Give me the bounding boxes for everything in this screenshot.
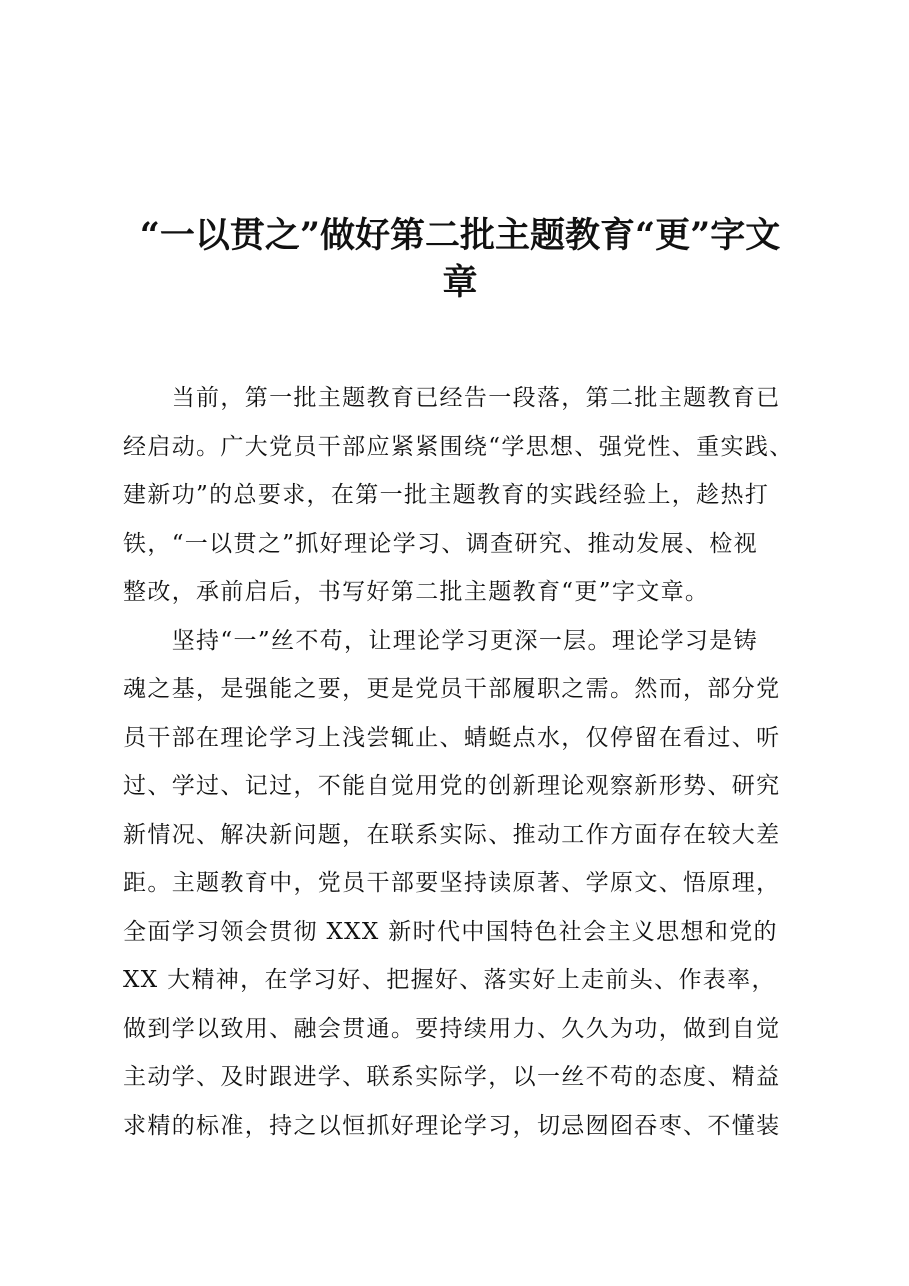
text-line: 过、学过、记过，不能自觉用党的创新理论观察新形势、研究 <box>123 773 781 799</box>
document-body <box>123 374 803 1150</box>
document-title <box>110 212 810 306</box>
paragraph-theory-study <box>123 617 803 1151</box>
text-line: 坚持“一”丝不苟，让理论学习更深一层。理论学习是铸 <box>123 627 758 654</box>
text-line: 建新功”的总要求，在第一批主题教育的实践经验上，趁热打 <box>123 482 770 508</box>
text-line: 魂之基，是强能之要，更是党员干部履职之需。然而，部分党 <box>123 676 781 702</box>
text-line: 经启动。广大党员干部应紧紧围绕“学思想、强党性、重实践、 <box>123 433 794 460</box>
text-line: 整改，承前启后，书写好第二批主题教育“更”字文章。 <box>123 579 710 605</box>
text-line: 新情况、解决新问题，在联系实际、推动工作方面存在较大差 <box>123 821 781 848</box>
text-line: 做到学以致用、融会贯通。要持续用力、久久为功，做到自觉 <box>123 1015 781 1042</box>
title-line: 章 <box>442 262 478 303</box>
text-line: 主动学、及时跟进学、联系实际学，以一丝不苟的态度、精益 <box>123 1064 781 1090</box>
title-line: “一以贯之”做好第二批主题教育“更”字文 <box>139 215 781 256</box>
text-line: 求精的标准，持之以恒抓好理论学习，切忌囫囵吞枣、不懂装 <box>123 1112 781 1139</box>
text-line: 当前，第一批主题教育已经告一段落，第二批主题教育已 <box>123 385 781 411</box>
text-line: 员干部在理论学习上浅尝辄止、蜻蜓点水，仅停留在看过、听 <box>123 724 781 751</box>
text-line: 铁，“一以贯之”抓好理论学习、调查研究、推动发展、检视 <box>123 530 758 557</box>
text-line: 全面学习领会贯彻 XXX 新时代中国特色社会主义思想和党的 <box>123 918 778 945</box>
text-line: XX 大精神，在学习好、把握好、落实好上走前头、作表率， <box>123 967 776 993</box>
text-line: 距。主题教育中，党员干部要坚持读原著、学原文、悟原理， <box>123 870 781 896</box>
paragraph-intro <box>123 374 803 617</box>
